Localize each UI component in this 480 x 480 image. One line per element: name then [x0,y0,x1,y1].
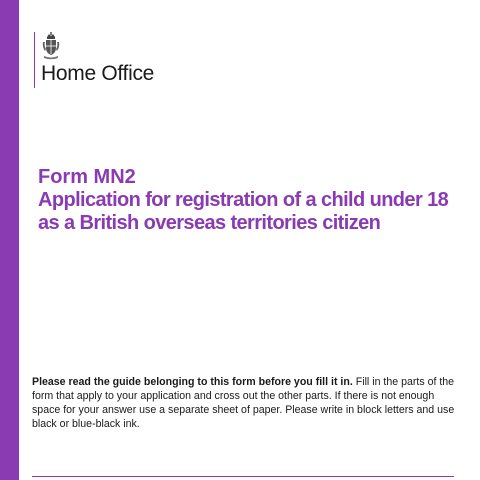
form-title: Form MN2 [38,166,136,188]
form-subtitle: Application for registration of a child under 18 as a British overseas territories citizen [38,189,449,234]
royal-crest-icon [41,32,61,60]
left-color-bar [0,0,19,480]
instructions-lead: Please read the guide belonging to this form before you fill it in. [32,376,353,388]
instructions-paragraph [32,375,456,431]
instructions-body: Fill in the parts of the form that apply to your application and cross out the other parts. If there is not enough space for your answer use a separate sheet of paper. Please write in block letters and use black or blue-black ink. [32,376,455,430]
logo-content [41,32,154,86]
organisation-name: Home Office [41,62,155,85]
home-office-logo [34,32,154,88]
bottom-divider [32,476,454,477]
logo-divider [34,32,35,88]
